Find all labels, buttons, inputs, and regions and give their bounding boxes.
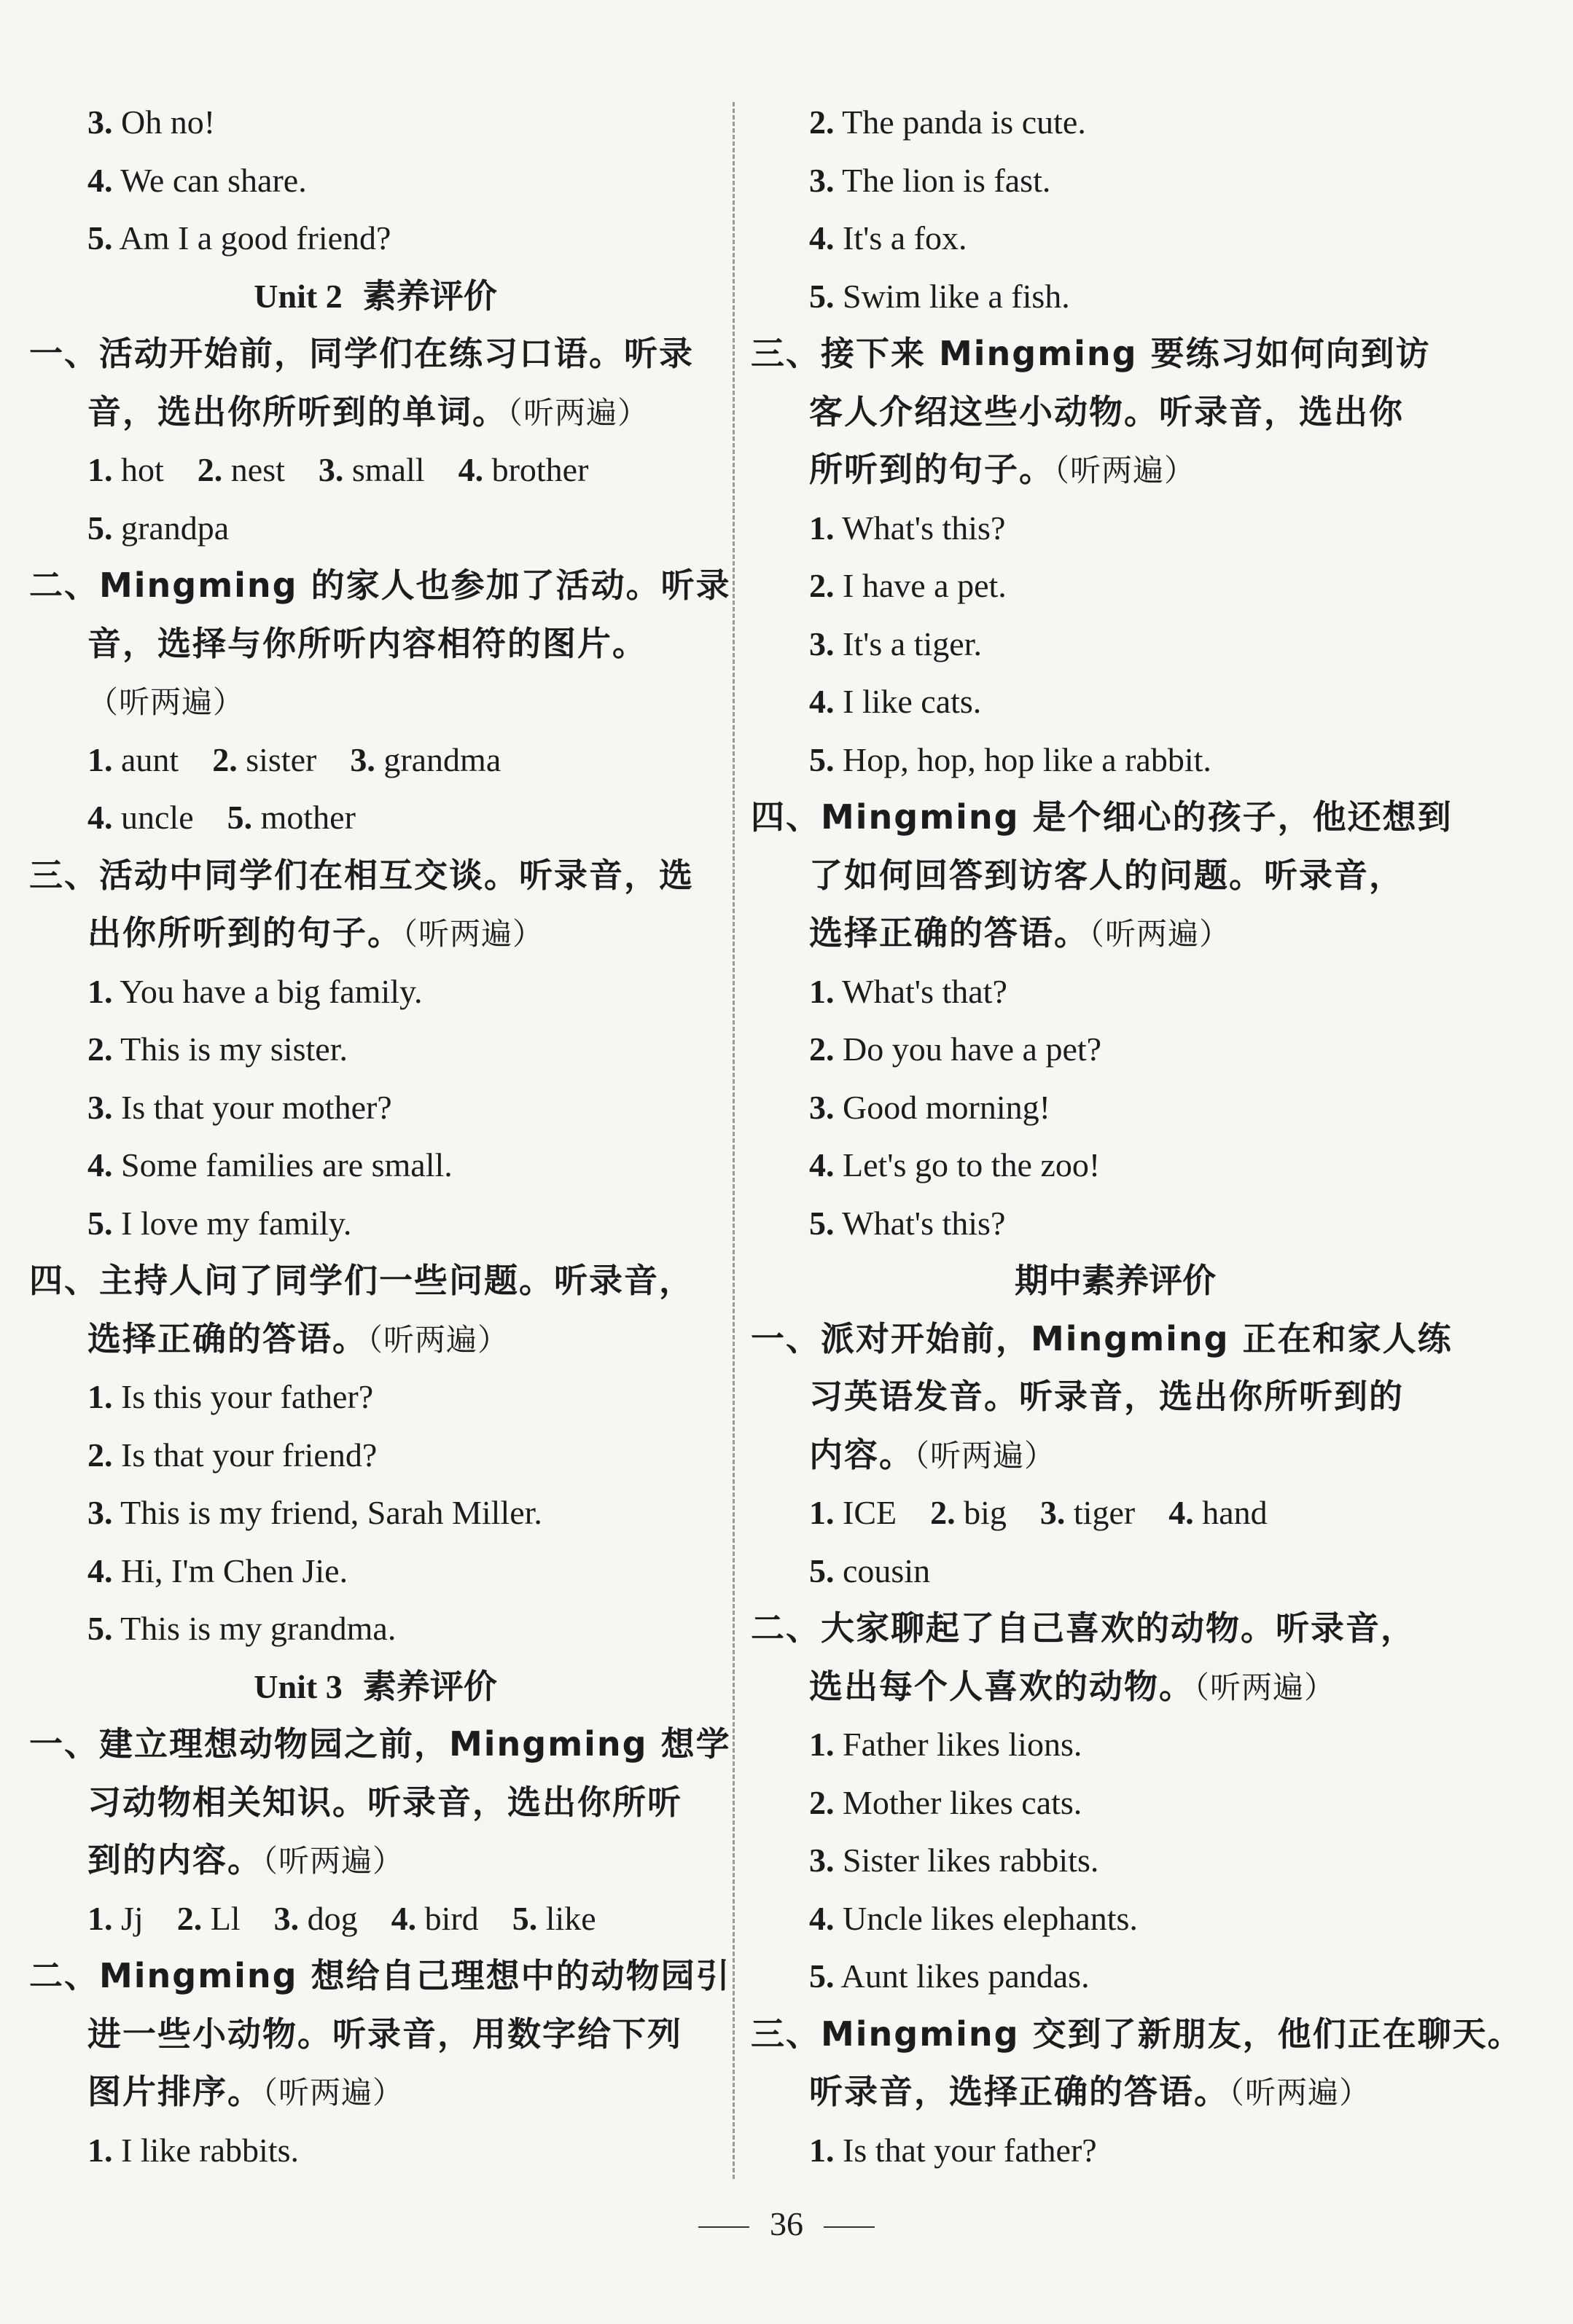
answer-item: 4. Uncle likes elephants. xyxy=(809,1899,1138,1937)
section-question: 四、Mingming 是个细心的孩子，他还想到 xyxy=(751,797,1453,837)
section-question: 三、接下来 Mingming 要练习如何向到访 xyxy=(751,334,1431,373)
answer-row: 4. uncle 5. mother xyxy=(87,799,356,836)
section-question: 习英语发音。听录音，选出你所听到的 xyxy=(809,1377,1404,1416)
section-question: 二、大家聊起了自己喜欢的动物。听录音， xyxy=(751,1608,1416,1648)
section-question: 出你所听到的句子。（听两遍） xyxy=(87,913,544,952)
section-question: 客人介绍这些小动物。听录音，选出你 xyxy=(809,391,1404,431)
section-question: 一、活动开始前，同学们在练习口语。听录 xyxy=(29,334,694,373)
answer-row: 1. Jj 2. Ll 3. dog 4. bird 5. like xyxy=(87,1899,596,1937)
section-question: 三、活动中同学们在相互交谈。听录音，选 xyxy=(29,855,694,895)
section-question: 二、Mingming 想给自己理想中的动物园引 xyxy=(29,1956,731,1995)
section-question: 一、建立理想动物园之前，Mingming 想学 xyxy=(29,1724,731,1764)
section-question: 所听到的句子。（听两遍） xyxy=(809,450,1196,489)
answer-item: 4. Let's go to the zoo! xyxy=(809,1146,1101,1183)
answer-item: 2. This is my sister. xyxy=(87,1030,348,1068)
answer-item: 3. This is my friend, Sarah Miller. xyxy=(87,1494,542,1531)
section-question: 四、主持人问了同学们一些问题。听录音， xyxy=(29,1261,694,1300)
answer-item: 3. Good morning! xyxy=(809,1088,1050,1126)
answer-item: 3. Is that your mother? xyxy=(87,1088,392,1126)
page-number: 36 xyxy=(0,2204,1573,2243)
section-question: 选择正确的答语。（听两遍） xyxy=(809,913,1231,952)
section-question: 图片排序。（听两遍） xyxy=(87,2072,405,2111)
answer-item: 3. It's a tiger. xyxy=(809,625,982,662)
section-question: 进一些小动物。听录音，用数字给下列 xyxy=(87,2014,682,2054)
answer-row: 1. ICE 2. big 3. tiger 4. hand xyxy=(809,1494,1268,1531)
answer-item: 1. I like rabbits. xyxy=(87,2131,299,2169)
section-question: 音，选择与你所听内容相符的图片。 xyxy=(87,623,647,663)
answer-item: 3. The lion is fast. xyxy=(809,161,1051,199)
answer-item: 4. Hi, I'm Chen Jie. xyxy=(87,1552,348,1589)
section-question: 音，选出你所听到的单词。（听两遍） xyxy=(87,391,649,431)
answer-row: 5. grandpa xyxy=(87,509,230,547)
midterm-heading: 期中素养评价 xyxy=(1015,1261,1216,1300)
answer-item: 4. I like cats. xyxy=(809,683,982,720)
answer-item: 3. Sister likes rabbits. xyxy=(809,1842,1099,1879)
answer-item: 1. What's that? xyxy=(809,972,1007,1010)
answer-item: 5. Am I a good friend? xyxy=(87,219,391,257)
answer-item: 2. The panda is cute. xyxy=(809,103,1086,141)
answer-item: 4. It's a fox. xyxy=(809,219,967,257)
answer-item: 3. Oh no! xyxy=(87,103,216,141)
answer-row: 1. hot 2. nest 3. small 4. brother xyxy=(87,451,589,488)
section-question: 听录音，选择正确的答语。（听两遍） xyxy=(809,2072,1371,2111)
unit2-heading: Unit 2 素养评价 xyxy=(254,275,497,316)
answer-item: 5. Hop, hop, hop like a rabbit. xyxy=(809,740,1211,778)
unit3-heading: Unit 3 素养评价 xyxy=(254,1666,497,1706)
answer-item: 4. We can share. xyxy=(87,161,307,199)
answer-row: 1. aunt 2. sister 3. grandma xyxy=(87,740,501,778)
answer-item: 4. Some families are small. xyxy=(87,1146,453,1183)
section-question: 了如何回答到访客人的问题。听录音， xyxy=(809,855,1404,895)
section-question: 选出每个人喜欢的动物。（听两遍） xyxy=(809,1666,1336,1706)
answer-row: 5. cousin xyxy=(809,1552,931,1589)
column-divider xyxy=(733,102,735,2179)
answer-item: 2. I have a pet. xyxy=(809,567,1007,604)
answer-item: 5. I love my family. xyxy=(87,1204,352,1242)
answer-item: 1. Is this your father? xyxy=(87,1378,374,1415)
section-question: 习动物相关知识。听录音，选出你所听 xyxy=(87,1782,682,1822)
left-column xyxy=(29,93,731,2179)
answer-item: 1. You have a big family. xyxy=(87,972,423,1010)
answer-item: 1. Is that your father? xyxy=(809,2131,1097,2169)
section-question: 选择正确的答语。（听两遍） xyxy=(87,1318,510,1358)
section-question: 内容。（听两遍） xyxy=(809,1434,1056,1474)
section-question: 三、Mingming 交到了新朋友，他们正在聊天。 xyxy=(751,2014,1523,2054)
section-question: （听两遍） xyxy=(87,684,245,720)
answer-item: 1. Father likes lions. xyxy=(809,1726,1082,1763)
section-question: 到的内容。（听两遍） xyxy=(87,1840,405,1879)
answer-item: 5. Swim like a fish. xyxy=(809,277,1070,315)
answer-item: 5. Aunt likes pandas. xyxy=(809,1957,1090,1995)
right-column xyxy=(751,93,1523,2179)
section-question: 二、Mingming 的家人也参加了活动。听录 xyxy=(29,566,731,605)
answer-item: 2. Mother likes cats. xyxy=(809,1783,1082,1821)
answer-item: 2. Is that your friend? xyxy=(87,1436,378,1474)
answer-item: 5. What's this? xyxy=(809,1204,1006,1242)
answer-item: 1. What's this? xyxy=(809,509,1006,547)
answer-item: 5. This is my grandma. xyxy=(87,1610,397,1647)
answer-item: 2. Do you have a pet? xyxy=(809,1030,1102,1068)
section-question: 一、派对开始前，Mingming 正在和家人练 xyxy=(751,1318,1453,1358)
